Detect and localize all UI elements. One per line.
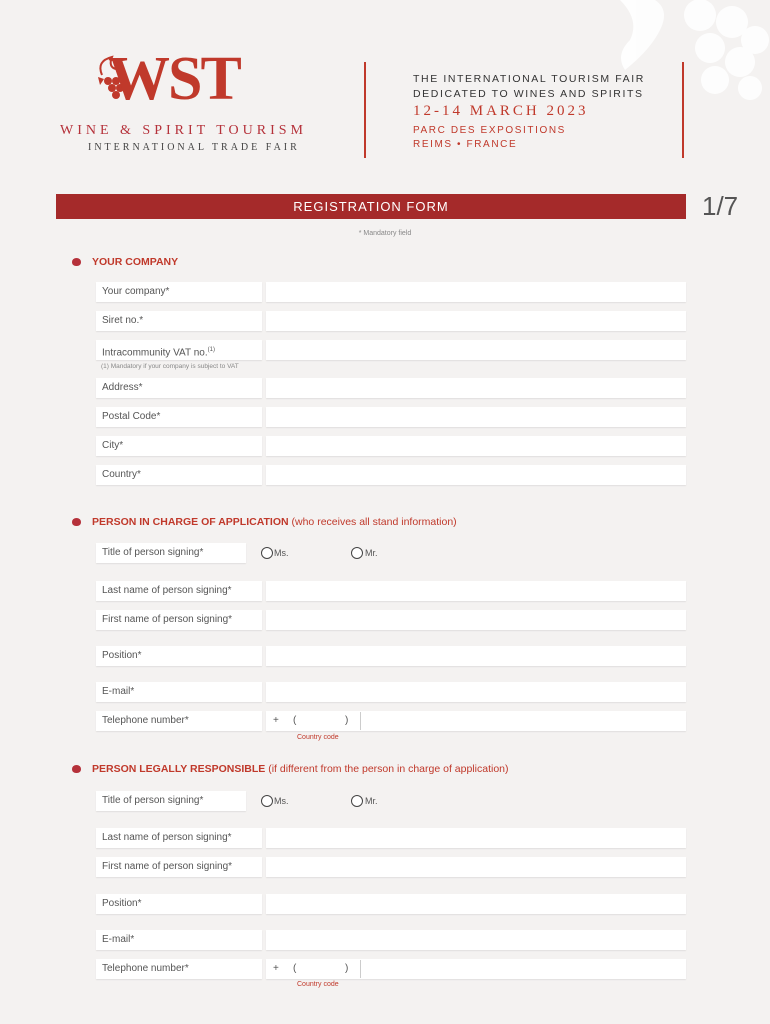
city-input[interactable] — [266, 436, 686, 456]
label-siret: Siret no.* — [96, 311, 262, 331]
label-city: City* — [96, 436, 262, 456]
label-country: Country* — [96, 465, 262, 485]
country-code-label: Country code — [297, 981, 339, 988]
section-title-legal: PERSON LEGALLY RESPONSIBLE (if different from the person in charge of application) — [92, 763, 509, 775]
legal-phone-input[interactable] — [266, 959, 686, 979]
radio-applicant-mr[interactable] — [351, 547, 363, 559]
fair-date: 12-14 MARCH 2023 — [413, 103, 589, 119]
legal-lastname-input[interactable] — [266, 828, 686, 848]
radio-label-ms: Ms. — [274, 796, 289, 806]
label-legal-lastname: Last name of person signing* — [96, 828, 262, 848]
label-applicant-position: Position* — [96, 646, 262, 666]
applicant-position-input[interactable] — [266, 646, 686, 666]
applicant-email-input[interactable] — [266, 682, 686, 702]
fair-description: THE INTERNATIONAL TOURISM FAIR DEDICATED TO WINES AND SPIRITS — [413, 73, 645, 100]
phone-paren-open: ( — [293, 963, 297, 974]
vat-footnote: (1) Mandatory if your company is subject to VAT — [101, 363, 239, 370]
phone-separator — [360, 712, 361, 730]
phone-plus: + — [273, 715, 279, 726]
radio-label-mr: Mr. — [365, 796, 378, 806]
label-legal-title: Title of person signing* — [96, 791, 246, 811]
section-bullet-icon — [72, 765, 81, 773]
address-input[interactable] — [266, 378, 686, 398]
label-vat: Intracommunity VAT no.$^{(1)}$ — [96, 340, 262, 360]
logo-text: WST — [108, 45, 240, 113]
radio-label-ms: Ms. — [274, 548, 289, 558]
section-bullet-icon — [72, 258, 81, 266]
applicant-phone-input[interactable] — [266, 711, 686, 731]
label-legal-firstname: First name of person signing* — [96, 857, 262, 877]
label-legal-position: Position* — [96, 894, 262, 914]
section-title-company: YOUR COMPANY — [92, 256, 179, 268]
label-postal: Postal Code* — [96, 407, 262, 427]
form-title-bar: REGISTRATION FORM — [56, 194, 686, 219]
label-applicant-phone: Telephone number* — [96, 711, 262, 731]
header-divider — [682, 62, 684, 158]
section-bullet-icon — [72, 518, 81, 526]
label-applicant-firstname: First name of person signing* — [96, 610, 262, 630]
logo-line2: INTERNATIONAL TRADE FAIR — [88, 142, 300, 153]
label-legal-email: E-mail* — [96, 930, 262, 950]
phone-plus: + — [273, 963, 279, 974]
legal-position-input[interactable] — [266, 894, 686, 914]
phone-separator — [360, 960, 361, 978]
header-divider — [364, 62, 366, 158]
section-title-applicant: PERSON IN CHARGE OF APPLICATION (who receives all stand information) — [92, 516, 457, 528]
applicant-lastname-input[interactable] — [266, 581, 686, 601]
applicant-firstname-input[interactable] — [266, 610, 686, 630]
legal-email-input[interactable] — [266, 930, 686, 950]
vat-input[interactable] — [266, 340, 686, 360]
company-input[interactable] — [266, 282, 686, 302]
label-applicant-title: Title of person signing* — [96, 543, 246, 563]
country-input[interactable] — [266, 465, 686, 485]
label-address: Address* — [96, 378, 262, 398]
label-applicant-lastname: Last name of person signing* — [96, 581, 262, 601]
label-company: Your company* — [96, 282, 262, 302]
legal-firstname-input[interactable] — [266, 857, 686, 877]
radio-legal-mr[interactable] — [351, 795, 363, 807]
fair-venue: PARC DES EXPOSITIONS REIMS • FRANCE — [413, 125, 566, 150]
siret-input[interactable] — [266, 311, 686, 331]
phone-paren-open: ( — [293, 715, 297, 726]
radio-label-mr: Mr. — [365, 548, 378, 558]
radio-applicant-ms[interactable] — [261, 547, 273, 559]
phone-paren-close: ) — [345, 963, 349, 974]
country-code-label: Country code — [297, 734, 339, 741]
radio-legal-ms[interactable] — [261, 795, 273, 807]
postal-input[interactable] — [266, 407, 686, 427]
mandatory-note: * Mandatory field — [358, 230, 412, 237]
phone-paren-close: ) — [345, 715, 349, 726]
label-applicant-email: E-mail* — [96, 682, 262, 702]
label-legal-phone: Telephone number* — [96, 959, 262, 979]
logo-line1: WINE & SPIRIT TOURISM — [60, 123, 307, 138]
page-number: 1/7 — [702, 191, 739, 221]
